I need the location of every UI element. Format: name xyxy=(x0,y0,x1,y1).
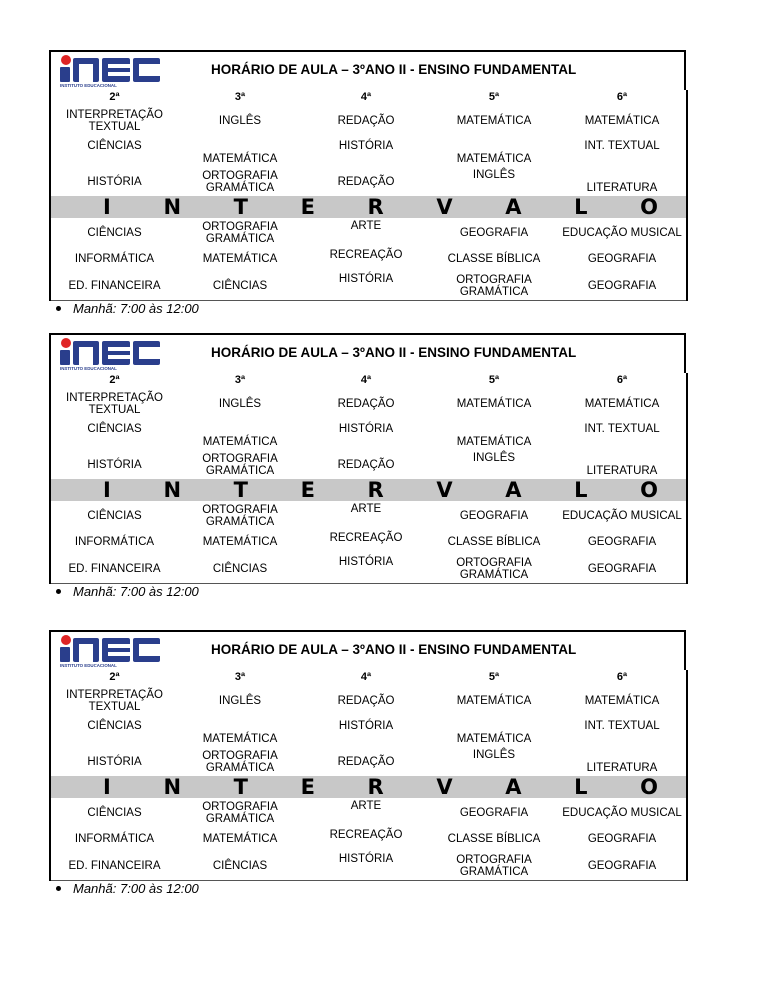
interval-letter: R xyxy=(367,196,384,218)
subject-cell: GEOGRAFIA xyxy=(587,833,657,845)
subject-cell: MATEMÁTICA xyxy=(456,398,532,410)
subject-cell: INT. TEXTUAL xyxy=(584,423,660,435)
shift-note xyxy=(56,584,199,599)
interval-letter: T xyxy=(233,196,248,218)
table-row xyxy=(50,684,687,718)
subject-cell: ED. FINANCEIRA xyxy=(50,271,178,301)
schedule-block xyxy=(49,630,686,881)
interval-letter: E xyxy=(300,776,315,798)
table-row xyxy=(50,718,687,747)
day-header: 4ª xyxy=(360,374,372,386)
table-row xyxy=(50,827,687,851)
subject-cell: GEOGRAFIA xyxy=(459,509,529,522)
shift-label: Manhã: xyxy=(73,301,117,316)
subject-cell: ORTOGRAFIA GRAMÁTICA xyxy=(202,169,278,194)
subject-cell: MATEMÁTICA xyxy=(456,153,532,165)
subject-cell: CIÊNCIAS xyxy=(87,140,142,152)
subject-cell: GEOGRAFIA xyxy=(587,253,657,265)
subject-cell: CIÊNCIAS xyxy=(87,806,142,819)
interval-letter: V xyxy=(436,196,453,218)
bullet-icon xyxy=(56,589,61,594)
table-row xyxy=(50,387,687,421)
subject-cell: CLASSE BÍBLICA xyxy=(447,536,541,548)
shift-label: Manhã: xyxy=(73,584,117,599)
table-row xyxy=(50,104,687,138)
subject-cell: REDAÇÃO xyxy=(337,115,395,127)
subject-cell: ORTOGRAFIA GRAMÁTICA xyxy=(202,503,278,528)
table-row xyxy=(50,747,687,776)
subject-cell: CIÊNCIAS xyxy=(178,851,302,881)
subject-cell: HISTÓRIA xyxy=(302,271,430,301)
subject-cell: ORTOGRAFIA GRAMÁTICA xyxy=(430,554,558,584)
subject-cell: INGLÊS xyxy=(472,749,516,761)
schedule-block xyxy=(49,50,686,301)
subject-cell: ORTOGRAFIA GRAMÁTICA xyxy=(430,271,558,301)
table-row xyxy=(50,218,687,247)
interval-letter: V xyxy=(436,776,453,798)
subject-cell: LITERATURA xyxy=(586,182,658,194)
subject-cell: HISTÓRIA xyxy=(338,140,394,152)
subject-cell: ORTOGRAFIA GRAMÁTICA xyxy=(202,220,278,245)
subject-cell: MATEMÁTICA xyxy=(584,695,660,707)
interval-letter: L xyxy=(574,196,588,218)
shift-time: 7:00 às 12:00 xyxy=(120,584,199,599)
shift-time: 7:00 às 12:00 xyxy=(120,301,199,316)
subject-cell: HISTÓRIA xyxy=(87,458,142,471)
subject-cell: INFORMÁTICA xyxy=(74,833,155,845)
subject-cell: ED. FINANCEIRA xyxy=(50,554,178,584)
subject-cell: MATEMÁTICA xyxy=(202,436,278,448)
subject-cell: ORTOGRAFIA GRAMÁTICA xyxy=(430,851,558,881)
subject-cell: MATEMÁTICA xyxy=(202,153,278,165)
interval-letter: T xyxy=(233,479,248,501)
svg-text:INSTITUTO EDUCACIONAL: INSTITUTO EDUCACIONAL xyxy=(60,366,117,371)
interval-letter: I xyxy=(103,776,111,798)
interval-letter: E xyxy=(300,196,315,218)
subject-cell: GEOGRAFIA xyxy=(459,806,529,819)
interval-letter: O xyxy=(640,479,658,501)
day-header: 3ª xyxy=(234,91,246,103)
table-row xyxy=(50,167,687,196)
subject-cell: INT. TEXTUAL xyxy=(584,140,660,152)
interval-letter: A xyxy=(505,479,522,501)
subject-cell: ORTOGRAFIA GRAMÁTICA xyxy=(202,452,278,477)
interval-letter: R xyxy=(367,776,384,798)
svg-text:INSTITUTO EDUCACIONAL: INSTITUTO EDUCACIONAL xyxy=(60,663,117,668)
subject-cell: INFORMÁTICA xyxy=(74,253,155,265)
days-row xyxy=(50,90,687,104)
table-row xyxy=(50,138,687,167)
interval-band xyxy=(50,776,687,798)
subject-cell: CIÊNCIAS xyxy=(178,271,302,301)
subject-cell: ORTOGRAFIA GRAMÁTICA xyxy=(202,800,278,825)
subject-cell: MATEMÁTICA xyxy=(584,398,660,410)
shift-note xyxy=(56,881,199,896)
interval-letter: L xyxy=(574,776,588,798)
days-row xyxy=(50,670,687,684)
day-header: 2ª xyxy=(109,374,120,386)
subject-cell: REDAÇÃO xyxy=(337,695,395,707)
table-row xyxy=(50,421,687,450)
table-row xyxy=(50,247,687,271)
schedule-table xyxy=(49,373,688,584)
interval-row xyxy=(50,776,687,798)
subject-cell: MATEMÁTICA xyxy=(456,115,532,127)
subject-cell: CIÊNCIAS xyxy=(87,423,142,435)
subject-cell: HISTÓRIA xyxy=(87,175,142,188)
day-header: 2ª xyxy=(109,91,120,103)
day-header: 6ª xyxy=(616,671,628,683)
interval-letter: E xyxy=(300,479,315,501)
shift-note xyxy=(56,301,199,316)
schedule-title: HORÁRIO DE AULA – 3ºANO II - ENSINO FUNDAMENTAL xyxy=(211,345,577,360)
subject-cell: MATEMÁTICA xyxy=(202,733,278,745)
subject-cell: INGLÊS xyxy=(472,452,516,464)
day-header: 5ª xyxy=(488,671,500,683)
subject-cell: HISTÓRIA xyxy=(87,755,142,768)
table-row xyxy=(50,271,687,301)
subject-cell: ED. FINANCEIRA xyxy=(50,851,178,881)
subject-cell: INFORMÁTICA xyxy=(74,536,155,548)
day-header: 4ª xyxy=(360,671,372,683)
subject-cell: INTERPRETAÇÃO TEXTUAL xyxy=(66,109,163,133)
subject-cell: GEOGRAFIA xyxy=(459,226,529,239)
interval-row xyxy=(50,196,687,218)
day-header: 3ª xyxy=(234,374,246,386)
subject-cell: ARTE xyxy=(350,503,382,515)
subject-cell: MATEMÁTICA xyxy=(584,115,660,127)
interval-letter: O xyxy=(640,776,658,798)
subject-cell: INTERPRETAÇÃO TEXTUAL xyxy=(66,392,163,416)
bullet-icon xyxy=(56,886,61,891)
table-row xyxy=(50,851,687,881)
interval-letter: N xyxy=(163,776,182,798)
subject-cell: LITERATURA xyxy=(586,762,658,774)
subject-cell: GEOGRAFIA xyxy=(558,554,687,584)
schedule-title: HORÁRIO DE AULA – 3ºANO II - ENSINO FUNDAMENTAL xyxy=(211,62,577,77)
subject-cell: INGLÊS xyxy=(218,398,262,410)
subject-cell: MATEMÁTICA xyxy=(202,833,278,845)
schedule-table xyxy=(49,90,688,301)
subject-cell: HISTÓRIA xyxy=(302,554,430,584)
shift-label: Manhã: xyxy=(73,881,117,896)
table-row xyxy=(50,501,687,530)
interval-letter: O xyxy=(640,196,658,218)
interval-letter: V xyxy=(436,479,453,501)
day-header: 6ª xyxy=(616,374,628,386)
subject-cell: MATEMÁTICA xyxy=(456,695,532,707)
subject-cell: RECREAÇÃO xyxy=(329,829,403,841)
days-row xyxy=(50,373,687,387)
subject-cell: MATEMÁTICA xyxy=(202,253,278,265)
day-header: 3ª xyxy=(234,671,246,683)
interval-letter: N xyxy=(163,479,182,501)
schedule-title: HORÁRIO DE AULA – 3ºANO II - ENSINO FUNDAMENTAL xyxy=(211,642,577,657)
day-header: 4ª xyxy=(360,91,372,103)
inec-logo xyxy=(57,634,163,668)
subject-cell: CLASSE BÍBLICA xyxy=(447,833,541,845)
subject-cell: RECREAÇÃO xyxy=(329,532,403,544)
subject-cell: INGLÊS xyxy=(472,169,516,181)
schedule-header xyxy=(49,630,686,670)
subject-cell: INGLÊS xyxy=(218,115,262,127)
schedule-header xyxy=(49,50,686,90)
subject-cell: REDAÇÃO xyxy=(337,458,395,471)
table-row xyxy=(50,530,687,554)
subject-cell: HISTÓRIA xyxy=(302,851,430,881)
interval-band xyxy=(50,196,687,218)
svg-text:INSTITUTO EDUCACIONAL: INSTITUTO EDUCACIONAL xyxy=(60,83,117,88)
table-row xyxy=(50,554,687,584)
subject-cell: GEOGRAFIA xyxy=(558,271,687,301)
subject-cell: RECREAÇÃO xyxy=(329,249,403,261)
interval-letter: T xyxy=(233,776,248,798)
day-header: 6ª xyxy=(616,91,628,103)
schedule-header xyxy=(49,333,686,373)
subject-cell: EDUCAÇÃO MUSICAL xyxy=(562,509,682,522)
interval-letter: A xyxy=(505,776,522,798)
subject-cell: MATEMÁTICA xyxy=(202,536,278,548)
subject-cell: CIÊNCIAS xyxy=(178,554,302,584)
subject-cell: MATEMÁTICA xyxy=(456,733,532,745)
subject-cell: EDUCAÇÃO MUSICAL xyxy=(562,226,682,239)
day-header: 2ª xyxy=(109,671,120,683)
subject-cell: HISTÓRIA xyxy=(338,423,394,435)
subject-cell: ARTE xyxy=(350,800,382,812)
schedule-block xyxy=(49,333,686,584)
subject-cell: HISTÓRIA xyxy=(338,720,394,732)
subject-cell: EDUCAÇÃO MUSICAL xyxy=(562,806,682,819)
day-header: 5ª xyxy=(488,374,500,386)
bullet-icon xyxy=(56,306,61,311)
interval-letter: A xyxy=(505,196,522,218)
table-row xyxy=(50,798,687,827)
inec-logo xyxy=(57,54,163,88)
interval-letter: R xyxy=(367,479,384,501)
subject-cell: REDAÇÃO xyxy=(337,755,395,768)
table-row xyxy=(50,450,687,479)
shift-time: 7:00 às 12:00 xyxy=(120,881,199,896)
subject-cell: REDAÇÃO xyxy=(337,398,395,410)
interval-letter: L xyxy=(574,479,588,501)
interval-letter: I xyxy=(103,196,111,218)
subject-cell: CIÊNCIAS xyxy=(87,226,142,239)
subject-cell: LITERATURA xyxy=(586,465,658,477)
inec-logo xyxy=(57,337,163,371)
subject-cell: INT. TEXTUAL xyxy=(584,720,660,732)
interval-row xyxy=(50,479,687,501)
subject-cell: CIÊNCIAS xyxy=(87,509,142,522)
subject-cell: INTERPRETAÇÃO TEXTUAL xyxy=(66,689,163,713)
subject-cell: CLASSE BÍBLICA xyxy=(447,253,541,265)
subject-cell: ARTE xyxy=(350,220,382,232)
subject-cell: ORTOGRAFIA GRAMÁTICA xyxy=(202,749,278,774)
subject-cell: INGLÊS xyxy=(218,695,262,707)
schedule-table xyxy=(49,670,688,881)
subject-cell: REDAÇÃO xyxy=(337,175,395,188)
interval-letter: I xyxy=(103,479,111,501)
subject-cell: MATEMÁTICA xyxy=(456,436,532,448)
subject-cell: GEOGRAFIA xyxy=(558,851,687,881)
day-header: 5ª xyxy=(488,91,500,103)
subject-cell: CIÊNCIAS xyxy=(87,720,142,732)
interval-letter: N xyxy=(163,196,182,218)
interval-band xyxy=(50,479,687,501)
subject-cell: GEOGRAFIA xyxy=(587,536,657,548)
